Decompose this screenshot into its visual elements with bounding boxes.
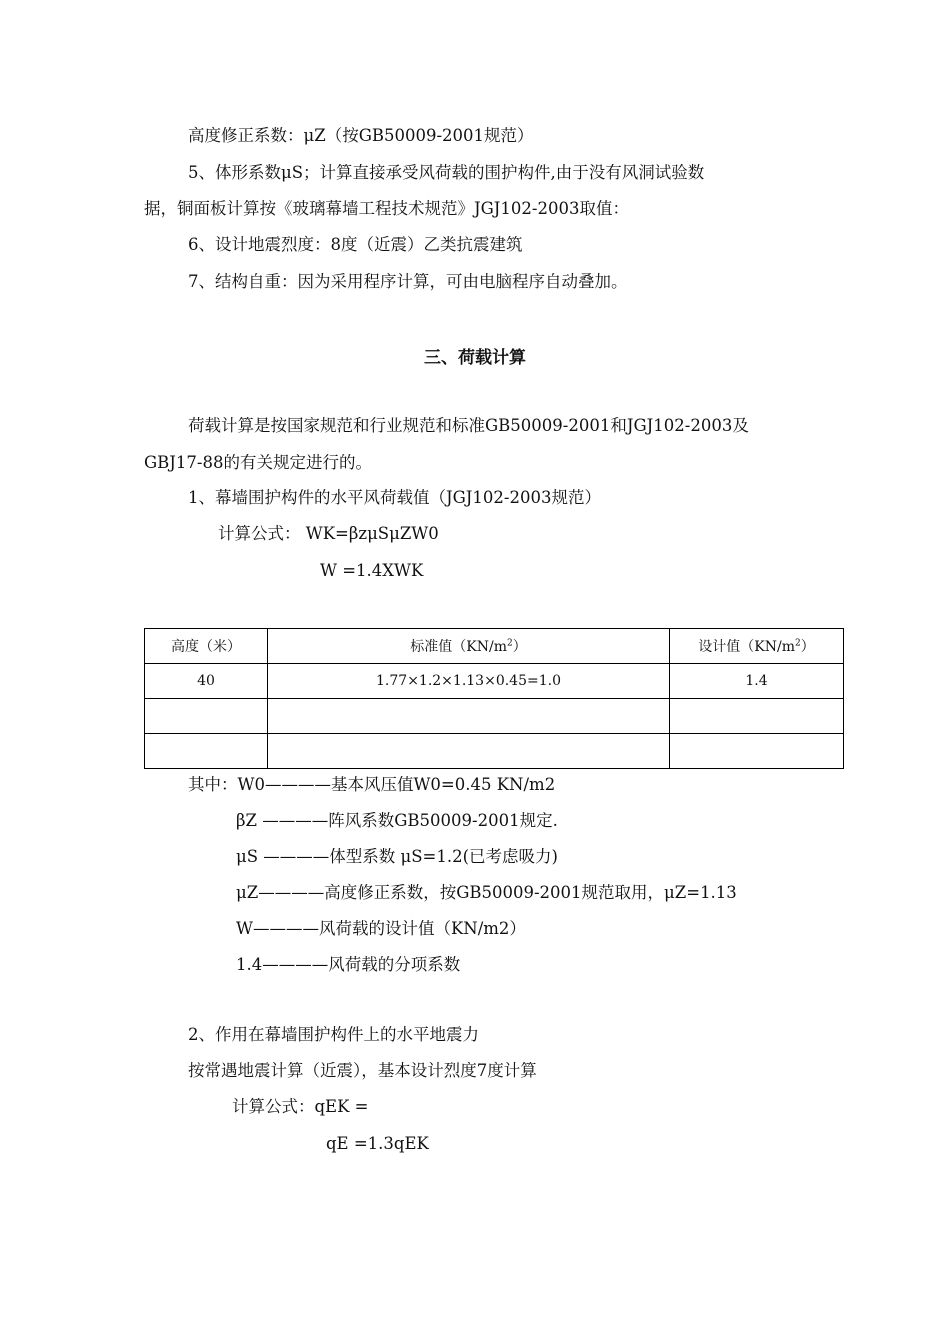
wind-load-table (144, 628, 844, 769)
header-design-suffix: ） (800, 639, 815, 655)
note-base-wind-pressure: 其中：W0————基本风压值W0=0.45 KN/m2 (188, 775, 556, 794)
header-standard-sup: 2 (506, 638, 513, 649)
header-standard-suffix: ） (512, 639, 527, 655)
note-design-value: W————风荷载的设计值（KN/m2） (236, 919, 526, 938)
table-cell: 1.77×1.2×1.13×0.45=1.0 (268, 664, 670, 699)
wind-formula-1: 计算公式： WK=βzμSμZW0 (218, 524, 439, 543)
seismic-heading: 2、作用在幕墙围护构件上的水平地震力 (188, 1025, 479, 1044)
header-design-sup: 2 (794, 638, 801, 649)
table-row (145, 664, 844, 699)
seismic-intensity-line: 6、设计地震烈度：8度（近震）乙类抗震建筑 (188, 235, 523, 254)
shape-coefficient-line: 5、体形系数μS；计算直接承受风荷载的围护构件,由于没有风洞试验数 (188, 163, 705, 182)
table-cell (268, 734, 670, 769)
header-height: 高度（米） (145, 629, 268, 664)
header-standard-value (268, 629, 670, 664)
seismic-formula-2: qE =1.3qEK (326, 1134, 429, 1153)
note-height-coefficient: μZ————高度修正系数，按GB50009-2001规范取用，μZ=1.13 (236, 883, 737, 902)
header-design-value (670, 629, 844, 664)
self-weight-line: 7、结构自重：因为采用程序计算，可由电脑程序自动叠加。 (188, 272, 628, 291)
seismic-line: 按常遇地震计算（近震），基本设计烈度7度计算 (188, 1061, 537, 1080)
intro-line: 荷载计算是按国家规范和行业规范和标准GB50009-2001和JGJ102-2003及 (188, 416, 749, 435)
height-coefficient-line: 高度修正系数：μZ（按GB50009-2001规范） (188, 126, 534, 145)
table-cell (145, 699, 268, 734)
table-row (145, 699, 844, 734)
seismic-formula-1: 计算公式：qEK = (232, 1097, 369, 1116)
table-cell (670, 699, 844, 734)
note-shape-coefficient: μS ————体型系数 μS=1.2(已考虑吸力) (236, 847, 558, 866)
shape-coefficient-continued: 据，铜面板计算按《玻璃幕墙工程技术规范》JGJ102-2003取值： (144, 199, 629, 218)
section-title: 三、荷载计算 (424, 348, 526, 368)
note-gust-coefficient: βZ ————阵风系数GB50009-2001规定. (236, 811, 558, 830)
table-cell (268, 699, 670, 734)
table-row (145, 734, 844, 769)
intro-continued: GBJ17-88的有关规定进行的。 (144, 453, 372, 472)
note-partial-factor: 1.4————风荷载的分项系数 (236, 955, 461, 974)
table-cell: 1.4 (670, 664, 844, 699)
wind-load-heading: 1、幕墙围护构件的水平风荷载值（JGJ102-2003规范） (188, 488, 601, 507)
table-cell (670, 734, 844, 769)
table-cell: 40 (145, 664, 268, 699)
table-cell (145, 734, 268, 769)
header-standard-prefix: 标准值（KN/m (410, 639, 507, 655)
table-header-row (145, 629, 844, 664)
wind-formula-2: W =1.4XWK (320, 561, 424, 580)
header-design-prefix: 设计值（KN/m (698, 639, 795, 655)
